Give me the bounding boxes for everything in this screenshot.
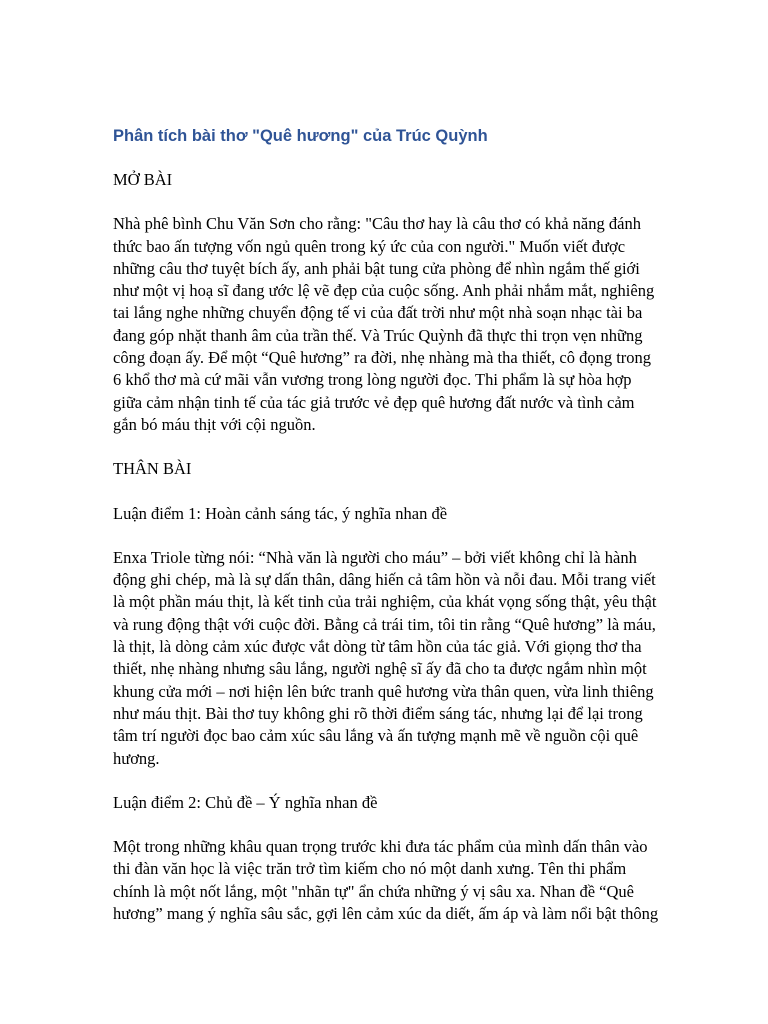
text-line: những câu thơ tuyệt bích ấy, anh phải bật tung cửa phòng để nhìn ngắm thế giới bbox=[113, 258, 640, 278]
text-line: Nhà phê bình Chu Văn Sơn cho rằng: "Câu thơ hay là câu thơ có khả năng đánh bbox=[113, 214, 641, 234]
text-line: thi đàn văn học là việc trăn trở tìm kiếm cho nó một danh xưng. Tên thi phẩm bbox=[113, 859, 627, 879]
point-heading-1: Luận điểm 1: Hoàn cảnh sáng tác, ý nghĩa nhan đề bbox=[113, 503, 448, 523]
text-line: thiết, nhẹ nhàng nhưng sâu lắng, người nghệ sĩ ấy đã cho ta được ngắm nhìn một bbox=[113, 659, 647, 679]
text-line: công đoạn ấy. Để một “Quê hương” ra đời, nhẹ nhàng mà tha thiết, cô đọng trong bbox=[113, 348, 652, 368]
text-line: hương” mang ý nghĩa sâu sắc, gợi lên cảm xúc da diết, ấm áp và làm nổi bật thông bbox=[113, 904, 659, 924]
text-line: thức bao ấn tượng vốn ngủ quên trong ký ức của con người." Muốn viết được bbox=[113, 236, 626, 256]
text-line: gắn bó máu thịt với cội nguồn. bbox=[113, 414, 316, 434]
document-title: Phân tích bài thơ "Quê hương" của Trúc Quỳnh bbox=[113, 127, 488, 145]
text-line: 6 khổ thơ mà cứ mãi vẫn vương trong lòng người đọc. Thi phẩm là sự hòa hợp bbox=[113, 370, 632, 390]
text-line: tai lắng nghe những chuyển động tế vi của đất trời như một nhà soạn nhạc tài ba bbox=[113, 303, 643, 323]
paragraph-point-1 bbox=[113, 547, 658, 770]
text-line: giữa cảm nhận tinh tế của tác giả trước vẻ đẹp quê hương đất nước và tình cảm bbox=[113, 392, 635, 412]
text-line: hương. bbox=[113, 748, 160, 768]
paragraph-point-2 bbox=[113, 836, 658, 925]
document-page bbox=[113, 122, 658, 925]
section-heading-body: THÂN BÀI bbox=[113, 459, 192, 479]
text-line: là thịt, là dòng cảm xúc được vắt dòng từ tâm hồn của tác giả. Với giọng thơ tha bbox=[113, 637, 642, 657]
text-line: như máu thịt. Bài thơ tuy không ghi rõ thời điểm sáng tác, nhưng lại để lại trong bbox=[113, 703, 643, 723]
text-line: tâm trí người đọc bao cảm xúc sâu lắng và ấn tượng mạnh mẽ về nguồn cội quê bbox=[113, 726, 639, 746]
text-line: như một vị hoạ sĩ đang ước lệ vẽ đẹp của cuộc sống. Anh phải nhắm mắt, nghiêng bbox=[113, 281, 655, 301]
text-line: đang góp nhặt thanh âm của trần thế. Và Trúc Quỳnh đã thực thi trọn vẹn những bbox=[113, 325, 643, 345]
point-heading-2: Luận điểm 2: Chủ đề – Ý nghĩa nhan đề bbox=[113, 792, 378, 812]
text-line: động ghi chép, mà là sự dấn thân, dâng hiến cả tâm hồn và nỗi đau. Mỗi trang viết bbox=[113, 570, 656, 590]
paragraph-intro bbox=[113, 213, 658, 436]
text-line: và rung động thật với cuộc đời. Bằng cả trái tim, tôi tin rằng “Quê hương” là máu, bbox=[113, 614, 656, 634]
text-line: Một trong những khâu quan trọng trước khi đưa tác phẩm của mình dấn thân vào bbox=[113, 837, 648, 857]
text-line: Enxa Triole từng nói: “Nhà văn là người cho máu” – bởi viết không chỉ là hành bbox=[113, 547, 637, 567]
text-line: chính là một nốt lắng, một "nhãn tự" ẩn chứa những ý vị sâu xa. Nhan đề “Quê bbox=[113, 881, 634, 901]
text-line: khung cửa mới – nơi hiện lên bức tranh quê hương vừa thân quen, vừa linh thiêng bbox=[113, 681, 654, 701]
section-heading-open: MỞ BÀI bbox=[113, 170, 173, 189]
text-line: là một phần máu thịt, là kết tinh của trải nghiệm, của khát vọng sống thật, yêu thật bbox=[113, 592, 657, 612]
